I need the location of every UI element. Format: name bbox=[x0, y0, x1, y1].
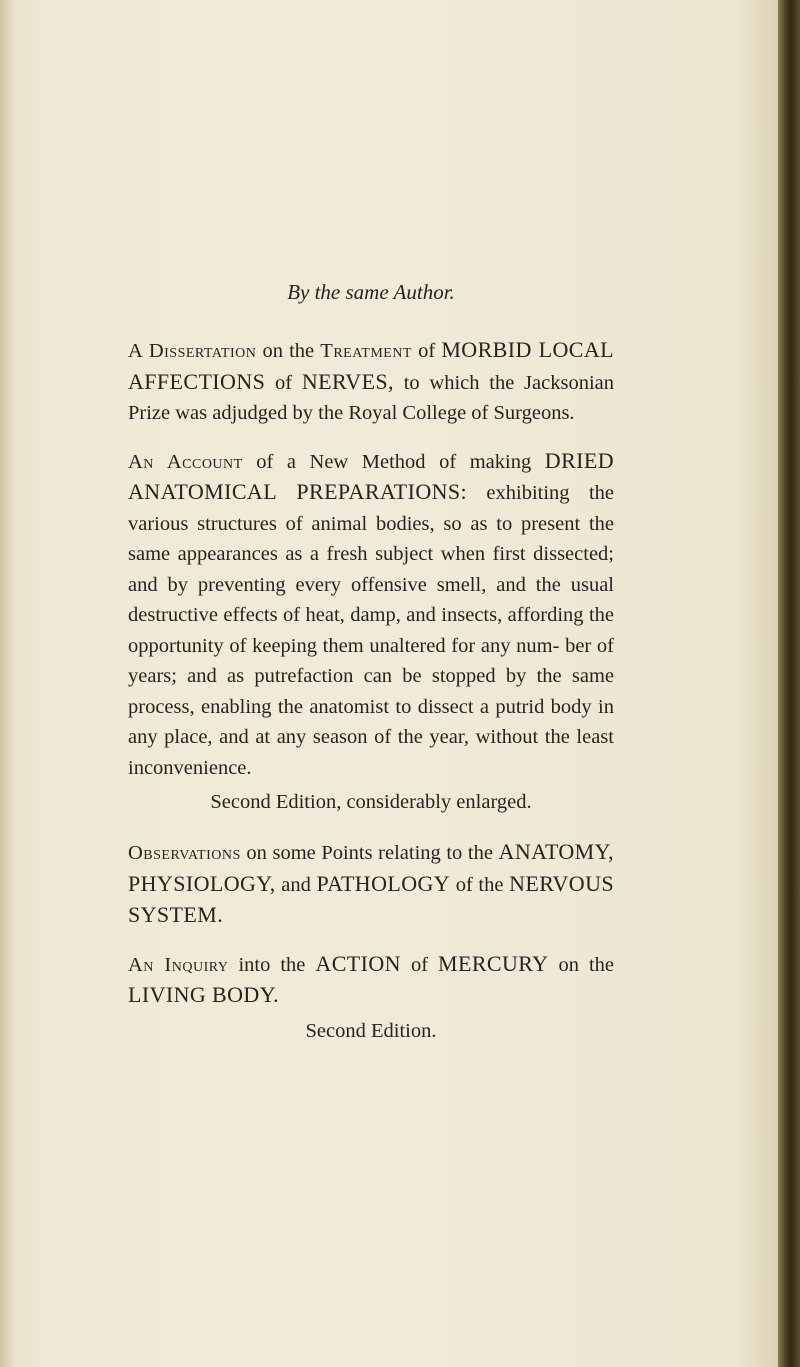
entry-text: on the bbox=[256, 340, 321, 362]
entry-text: into the bbox=[228, 953, 316, 976]
entry-caps: MERCURY bbox=[438, 950, 549, 976]
entry-caps: NERVOUS SYSTEM. bbox=[128, 870, 614, 927]
work-entry-observations bbox=[128, 837, 614, 932]
entry-text: of bbox=[265, 371, 302, 394]
work-entry-inquiry bbox=[128, 949, 614, 1012]
entry-lead: An Inquiry bbox=[128, 953, 229, 976]
entry-text: of bbox=[411, 340, 442, 362]
entry-text: on some Points relating to the bbox=[240, 842, 499, 864]
entry-caps: ANATOMY, PHYSIOLOGY, bbox=[128, 839, 614, 896]
work-entry-dissertation bbox=[128, 335, 614, 429]
edition-note: Second Edition, considerably enlarged. bbox=[210, 791, 532, 813]
page-edge bbox=[778, 0, 800, 1367]
entry-caps: PATHOLOGY bbox=[316, 870, 451, 896]
gutter-shadow bbox=[0, 0, 14, 1367]
entry-caps: MORBID LOCAL AFFECTIONS bbox=[128, 337, 614, 394]
entry-text: of bbox=[400, 953, 439, 976]
entry-text: to which the Jacksonian Prize was adjudged by the Royal College of Surgeons. bbox=[128, 371, 615, 424]
entry-text: and bbox=[275, 873, 317, 896]
byline: By the same Author. bbox=[287, 280, 455, 304]
entry-lead: Observations bbox=[128, 842, 241, 864]
entry-lead: A Dissertation bbox=[128, 340, 257, 362]
entry-smallcaps: Treatment bbox=[320, 340, 412, 362]
entry-caps: LIVING BODY. bbox=[128, 982, 280, 1007]
page-content bbox=[128, 280, 614, 1066]
entry-lead: An Account bbox=[128, 450, 243, 473]
entry-caps: DRIED ANATOMICAL PREPARATIONS: bbox=[128, 447, 614, 504]
entry-text: exhibiting the various structures of animal bodies, so as to present the same appearances as a fresh subject when first dissected; and by preventing every offensive smell, and the usual destructive effects of heat, damp, and insects, affording the opportunity of keeping them unaltered for any num- ber of years; and as putrefaction can be stopped by the same process, enabling the anatomist to dissect a putrid body in any place, and at any season of the year, without the least inconvenience. bbox=[128, 482, 614, 779]
entry-caps: ACTION bbox=[315, 950, 401, 976]
entry-caps: NERVES, bbox=[301, 368, 394, 394]
entry-text: of the bbox=[450, 873, 510, 896]
edition-note: Second Edition. bbox=[305, 1019, 437, 1042]
work-entry-account bbox=[128, 446, 614, 784]
entry-text: on the bbox=[548, 953, 615, 976]
entry-text: of a New Method of making bbox=[242, 450, 545, 473]
